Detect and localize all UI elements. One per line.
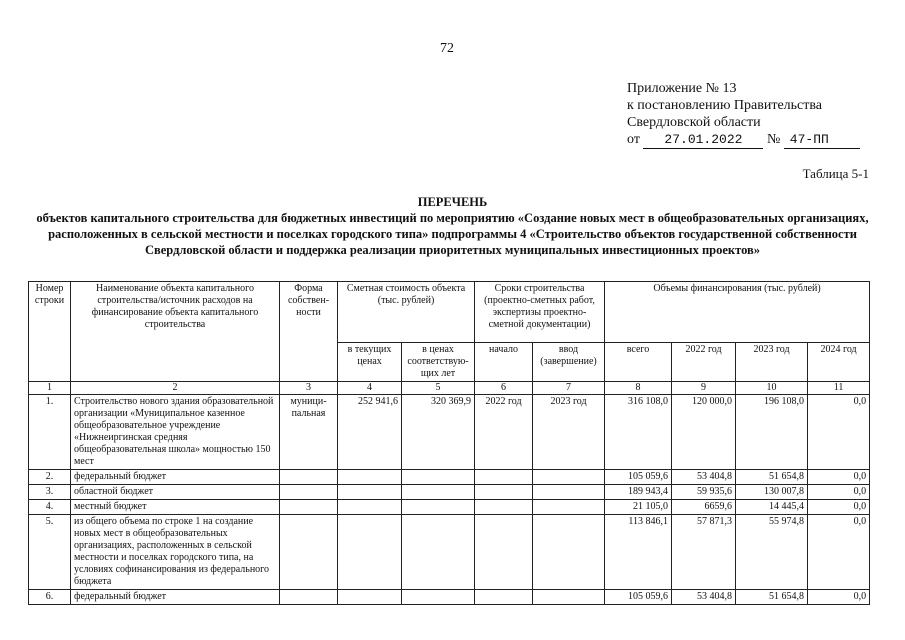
row-number: 2. xyxy=(29,470,71,485)
table-row xyxy=(29,470,870,485)
table-row xyxy=(29,485,870,500)
col-2023: 2023 год xyxy=(736,343,808,382)
row-2023: 55 974,8 xyxy=(736,515,808,590)
row-start xyxy=(475,590,533,605)
row-2023: 196 108,0 xyxy=(736,395,808,470)
col-terms-end: ввод (завершение) xyxy=(533,343,605,382)
row-2022: 6659,6 xyxy=(672,500,736,515)
col-2024: 2024 год xyxy=(808,343,870,382)
from-label: от xyxy=(627,132,640,147)
row-2024: 0,0 xyxy=(808,395,870,470)
table-row xyxy=(29,500,870,515)
row-number: 5. xyxy=(29,515,71,590)
row-name: местный бюджет xyxy=(71,500,280,515)
row-ownership xyxy=(280,470,338,485)
col-funding: Объемы финансирования (тыс. рублей) xyxy=(605,282,870,343)
row-end xyxy=(533,470,605,485)
row-2022: 53 404,8 xyxy=(672,470,736,485)
col-ownership: Форма собствен-ности xyxy=(280,282,338,382)
row-cost-adjusted xyxy=(402,500,475,515)
row-2023: 130 007,8 xyxy=(736,485,808,500)
row-cost-adjusted: 320 369,9 xyxy=(402,395,475,470)
row-2024: 0,0 xyxy=(808,590,870,605)
row-2022: 59 935,6 xyxy=(672,485,736,500)
decree-number: 47-ПП xyxy=(784,131,860,149)
table-label: Таблица 5-1 xyxy=(802,166,869,181)
row-total: 105 059,6 xyxy=(605,470,672,485)
number-label: № xyxy=(766,132,781,147)
row-start xyxy=(475,485,533,500)
table-row xyxy=(29,515,870,590)
col-name: Наименование объекта капитального строительства/источник расходов на финансирование объекта капитального строительства xyxy=(71,282,280,382)
row-2022: 53 404,8 xyxy=(672,590,736,605)
index-cell: 11 xyxy=(808,382,870,395)
row-end xyxy=(533,515,605,590)
objects-table xyxy=(28,281,870,605)
row-start xyxy=(475,470,533,485)
appendix-block xyxy=(627,80,860,149)
row-cost-current xyxy=(338,485,402,500)
heading-subtitle: объектов капитального строительства для бюджетных инвестиций по мероприятию «Создание новых мест в общеобразовательных организациях, расположенных в сельской местности и поселках городского типа» подпрограммы 4 «Строительство объектов государственной собственности Свердловской области и поддержка реализации приоритетных муниципальных инвестиционных проектов» xyxy=(36,211,869,257)
row-start xyxy=(475,500,533,515)
row-2022: 120 000,0 xyxy=(672,395,736,470)
row-2024: 0,0 xyxy=(808,485,870,500)
row-cost-current xyxy=(338,500,402,515)
index-cell: 9 xyxy=(672,382,736,395)
row-2024: 0,0 xyxy=(808,515,870,590)
page-number: 72 xyxy=(440,41,454,56)
row-total: 113 846,1 xyxy=(605,515,672,590)
index-cell: 8 xyxy=(605,382,672,395)
row-cost-adjusted xyxy=(402,485,475,500)
row-cost-current xyxy=(338,470,402,485)
document-heading xyxy=(30,194,875,258)
row-cost-adjusted xyxy=(402,515,475,590)
row-2022: 57 871,3 xyxy=(672,515,736,590)
index-cell: 10 xyxy=(736,382,808,395)
row-ownership xyxy=(280,500,338,515)
table-row xyxy=(29,395,870,470)
index-cell: 4 xyxy=(338,382,402,395)
row-ownership xyxy=(280,485,338,500)
row-number: 1. xyxy=(29,395,71,470)
table-row xyxy=(29,590,870,605)
row-end xyxy=(533,590,605,605)
appendix-title: Приложение № 13 xyxy=(627,81,737,96)
table-body xyxy=(29,395,870,605)
col-cost-current: в текущих ценах xyxy=(338,343,402,382)
col-terms: Сроки строительства (проектно-сметных работ, экспертизы проектно-сметной документации) xyxy=(475,282,605,343)
row-cost-current xyxy=(338,590,402,605)
col-cost-adjusted: в ценах соответствую-щих лет xyxy=(402,343,475,382)
row-number: 6. xyxy=(29,590,71,605)
decree-date: 27.01.2022 xyxy=(643,131,763,149)
row-ownership xyxy=(280,590,338,605)
row-total: 316 108,0 xyxy=(605,395,672,470)
col-row-num: Номер строки xyxy=(29,282,71,382)
row-2023: 51 654,8 xyxy=(736,590,808,605)
index-cell: 3 xyxy=(280,382,338,395)
row-cost-current xyxy=(338,515,402,590)
row-ownership: муници-пальная xyxy=(280,395,338,470)
index-cell: 6 xyxy=(475,382,533,395)
row-start: 2022 год xyxy=(475,395,533,470)
row-2024: 0,0 xyxy=(808,500,870,515)
row-start xyxy=(475,515,533,590)
row-total: 21 105,0 xyxy=(605,500,672,515)
col-terms-start: начало xyxy=(475,343,533,382)
row-2023: 51 654,8 xyxy=(736,470,808,485)
row-cost-current: 252 941,6 xyxy=(338,395,402,470)
index-cell: 7 xyxy=(533,382,605,395)
row-name: Строительство нового здания образовательной организации «Муниципальное казенное общеобразовательное учреждение «Нижнеиргинская средняя общеобразовательная школа» мощностью 150 мест xyxy=(71,395,280,470)
row-total: 105 059,6 xyxy=(605,590,672,605)
row-2023: 14 445,4 xyxy=(736,500,808,515)
col-2022: 2022 год xyxy=(672,343,736,382)
row-name: федеральный бюджет xyxy=(71,590,280,605)
row-name: областной бюджет xyxy=(71,485,280,500)
row-2024: 0,0 xyxy=(808,470,870,485)
index-cell: 2 xyxy=(71,382,280,395)
appendix-line2: к постановлению Правительства xyxy=(627,98,823,113)
index-cell: 1 xyxy=(29,382,71,395)
row-name: из общего объема по строке 1 на создание новых мест в общеобразовательных организациях, расположенных в сельской местности и поселках городского типа, на условиях софинансирования из федерального бюджета xyxy=(71,515,280,590)
row-cost-adjusted xyxy=(402,590,475,605)
row-total: 189 943,4 xyxy=(605,485,672,500)
col-funding-total: всего xyxy=(605,343,672,382)
appendix-date-line xyxy=(627,131,860,149)
row-number: 3. xyxy=(29,485,71,500)
appendix-line3: Свердловской области xyxy=(627,115,761,130)
row-ownership xyxy=(280,515,338,590)
row-end xyxy=(533,500,605,515)
index-cell: 5 xyxy=(402,382,475,395)
row-end xyxy=(533,485,605,500)
row-end: 2023 год xyxy=(533,395,605,470)
row-name: федеральный бюджет xyxy=(71,470,280,485)
row-cost-adjusted xyxy=(402,470,475,485)
column-index-row xyxy=(29,382,870,395)
col-cost: Сметная стоимость объекта (тыс. рублей) xyxy=(338,282,475,343)
heading-title: ПЕРЕЧЕНЬ xyxy=(417,195,488,209)
row-number: 4. xyxy=(29,500,71,515)
